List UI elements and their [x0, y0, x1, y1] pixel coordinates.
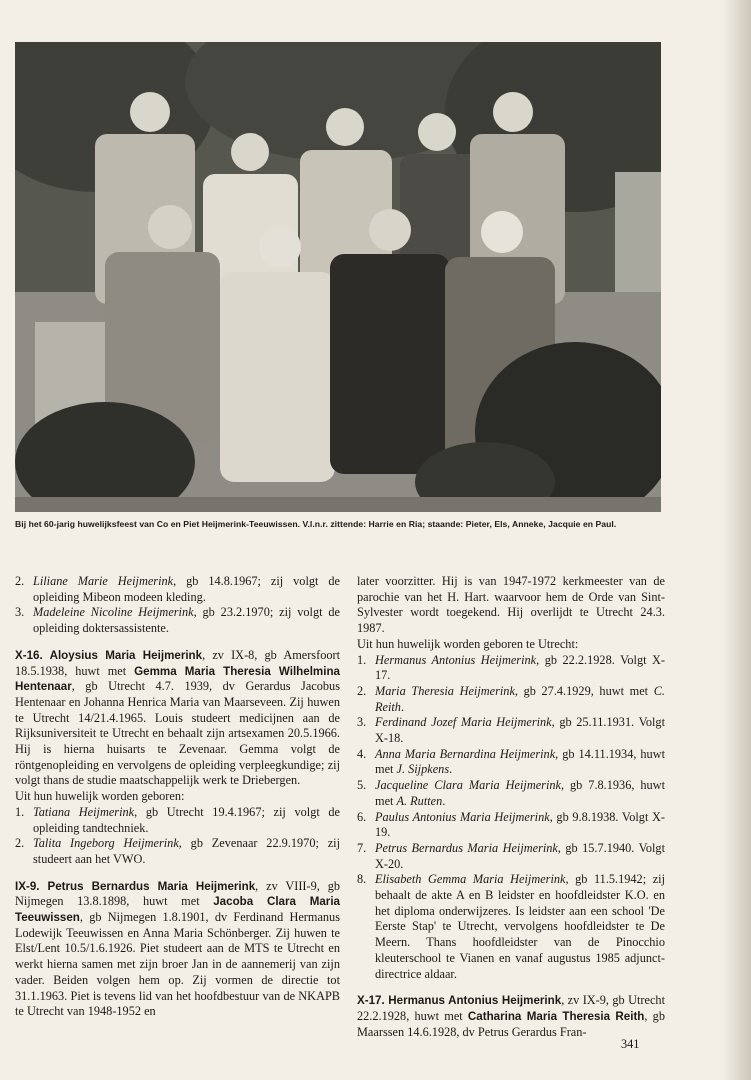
- list-item-number: 2.: [357, 683, 367, 698]
- person-name: Paulus Antonius Maria Heijmerink: [375, 809, 550, 824]
- list-item-text: [375, 684, 665, 715]
- person-details: , gb 7.8.1936, huwt met: [375, 778, 665, 808]
- list-item-number: 3.: [15, 605, 25, 620]
- entry-ix9: [15, 879, 340, 1020]
- punctuation: .: [442, 793, 446, 808]
- person-name: Liliane Marie Heijmerink: [33, 574, 174, 588]
- person-name: Anna Maria Bernardina Heijmerink: [375, 746, 556, 761]
- list-item-number: 2.: [15, 836, 25, 851]
- spouse-name: Catharina Maria Theresia Reith: [467, 1009, 645, 1023]
- entry-text: , gb Maarssen 14.6.1928, dv Petrus Gerardus Fran-: [357, 1008, 665, 1039]
- children-intro: Uit hun huwelijk worden geboren:: [15, 789, 185, 804]
- list-item-text: [33, 574, 340, 605]
- punctuation: .: [400, 699, 405, 714]
- list-item: [357, 684, 665, 715]
- list-item: [15, 605, 340, 636]
- spouse-name: A. Rutten: [396, 793, 443, 808]
- list-item: [357, 747, 665, 778]
- left-column: [15, 574, 340, 1020]
- entry-heading: X-17. Hermanus Antonius Heijmerink: [357, 994, 562, 1008]
- entry-text: , zv IX-8, gb Amersfoort 18.5.1938, huwt met: [15, 647, 340, 678]
- person-details: , gb 25.11.1931. Volgt X-18.: [375, 715, 665, 746]
- person-details: , gb 15.7.1940. Volgt X-20.: [375, 840, 665, 871]
- list-item-number: 5.: [357, 778, 367, 793]
- person-name: Hermanus Antonius Heijmerink: [375, 652, 537, 667]
- entry-heading: IX-9. Petrus Bernardus Maria Heijmerink: [15, 879, 256, 893]
- spouse-name: C. Reith: [375, 683, 665, 714]
- list-item-text: [375, 715, 665, 746]
- entry-text: , zv IX-9, gb Utrecht 22.2.1928, huwt met: [357, 993, 665, 1023]
- list-item-number: 4.: [357, 746, 367, 761]
- list-item-number: 6.: [357, 809, 367, 824]
- list-item-number: 8.: [357, 872, 367, 887]
- spouse-name: Gemma Maria Theresia Wilhelmina Hentenaar: [15, 664, 340, 694]
- person-details: , gb Zevenaar 22.9.1970; zij studeert aan het VWO.: [33, 836, 340, 866]
- group-photo-graphic: [15, 42, 661, 512]
- list-item: [357, 778, 665, 809]
- photo-caption: Bij het 60-jarig huwelijksfeest van Co en Piet Heijmerink-Teeuwissen. V.l.n.r. zittende: Harrie en Ria; staande: Pieter, Els, Anneke, Jacquie en Paul.: [15, 519, 617, 529]
- list-item-number: 3.: [357, 715, 367, 730]
- spouse-name: J. Sijpkens: [396, 762, 450, 777]
- list-item-text: [375, 872, 665, 982]
- list-item-number: 2.: [15, 574, 25, 588]
- entry-x16: [15, 648, 340, 789]
- list-item: [357, 872, 665, 982]
- list-item-text: [375, 810, 665, 841]
- person-name: Madeleine Nicoline Heijmerink: [33, 605, 194, 620]
- entry-heading: X-16. Aloysius Maria Heijmerink: [15, 648, 203, 662]
- person-name: Maria Theresia Heijmerink: [375, 683, 515, 698]
- person-details: , gb 11.5.1942; zij behaalt de akte A en B leidster en hoofdleidster K.O. en het diploma onderwijzeres. Is leidster aan een school 'De Eerste Stap' te Utrecht, vervolgens hoofdleidster te De Meern. Thans hoofdleidster van de Pinocchio kleuterschool te Vianen en vanaf augustus 1985 adjunct-directrice aldaar.: [375, 872, 665, 981]
- list-item: [357, 810, 665, 841]
- list-item-text: [33, 605, 340, 636]
- entry-text: , zv VIII-9, gb Nijmegen 13.8.1898, huwt met: [15, 878, 340, 909]
- list-item: [357, 841, 665, 872]
- person-name: Elisabeth Gemma Maria Heijmerink: [375, 872, 566, 887]
- person-name: Talita Ingeborg Heijmerink: [33, 836, 179, 851]
- list-item-text: [33, 805, 340, 836]
- list-item-number: 1.: [15, 804, 25, 819]
- person-details: , gb 23.2.1970; zij volgt de opleiding doktersassistente.: [33, 605, 340, 636]
- entry-x17: [357, 993, 665, 1040]
- page-edge-shadow: [723, 0, 751, 1080]
- person-details: , gb 22.2.1928. Volgt X-17.: [375, 652, 666, 683]
- person-name: Ferdinand Jozef Maria Heijmerink: [375, 715, 552, 730]
- punctuation: .: [449, 762, 453, 777]
- page-number: 341: [621, 1037, 640, 1051]
- list-item: [357, 715, 665, 746]
- person-name: Tatiana Heijmerink: [33, 804, 135, 819]
- list-item: [15, 574, 340, 605]
- list-item-number: 7.: [357, 840, 367, 855]
- spouse-name: Jacoba Clara Maria Teeuwissen: [15, 895, 340, 925]
- person-name: Jacqueline Clara Maria Heijmerink: [375, 778, 561, 793]
- list-item: [15, 836, 340, 867]
- list-item-text: [33, 836, 340, 867]
- entry-continuation: later voorzitter. Hij is van 1947-1972 kerkmeester van de parochie van het H. Hart. waarvoor hem de Orde van Sint-Sylvester wordt toegekend. Hij overlijdt te Utrecht 24.3. 1987.: [357, 574, 665, 636]
- list-item: [357, 653, 665, 684]
- person-details: , gb 9.8.1938. Volgt X-19.: [375, 809, 665, 840]
- entry-text: , gb Utrecht 4.7. 1939, dv Gerardus Jacobus Hentenaar en Johanna Henrica Maria van Maarseveen. Zij huwen te Utrecht 14/21.4.1965. Louis studeert medicijnen aan de Rijksuniversiteit te Utrecht en behaalt zijn artsexamen 20.5.1966. Hij is hierna huisarts te Zevenaar. Gemma volgt de röntgenopleiding en vervolgens de opleiding verpleegkundige; zij volgt thans de studie maatschappelijk werk te Driebergen.: [15, 679, 340, 788]
- list-item-text: [375, 653, 665, 684]
- list-item-text: [375, 747, 665, 778]
- list-item-text: [375, 778, 665, 809]
- person-name: Petrus Bernardus Maria Heijmerink: [375, 840, 558, 855]
- list-item: [15, 805, 340, 836]
- right-column: [357, 574, 665, 1040]
- entry-text: , gb Nijmegen 1.8.1901, dv Ferdinand Hermanus Lodewijk Teeuwissen en Anna Maria Schönberger. Zij huwen te Elst/Lent 10.5/1.6.1926. Piet studeert aan de MTS te Utrecht en werkt hierna samen met zijn broer Jan in de aannemerij van zijn vader. Beiden volgen hem op. Zij vormen de directie tot 31.1.1963. Piet is tevens lid van het hoofdbestuur van de NKAPB te Utrecht van 1948-1952 en: [15, 910, 340, 1019]
- group-photo: [15, 42, 661, 512]
- person-details: , gb Utrecht 19.4.1967; zij volgt de opleiding tandtechniek.: [33, 804, 341, 835]
- list-item-number: 1.: [357, 652, 367, 667]
- list-item-text: [375, 841, 665, 872]
- person-details: , gb 14.8.1967; zij volgt de opleiding Mibeon modeen kleding.: [33, 574, 340, 604]
- children-intro: Uit hun huwelijk worden geboren te Utrecht:: [357, 636, 579, 651]
- person-details: , gb 27.4.1929, huwt met: [514, 683, 654, 698]
- person-details: , gb 14.11.1934, huwt met: [375, 746, 665, 777]
